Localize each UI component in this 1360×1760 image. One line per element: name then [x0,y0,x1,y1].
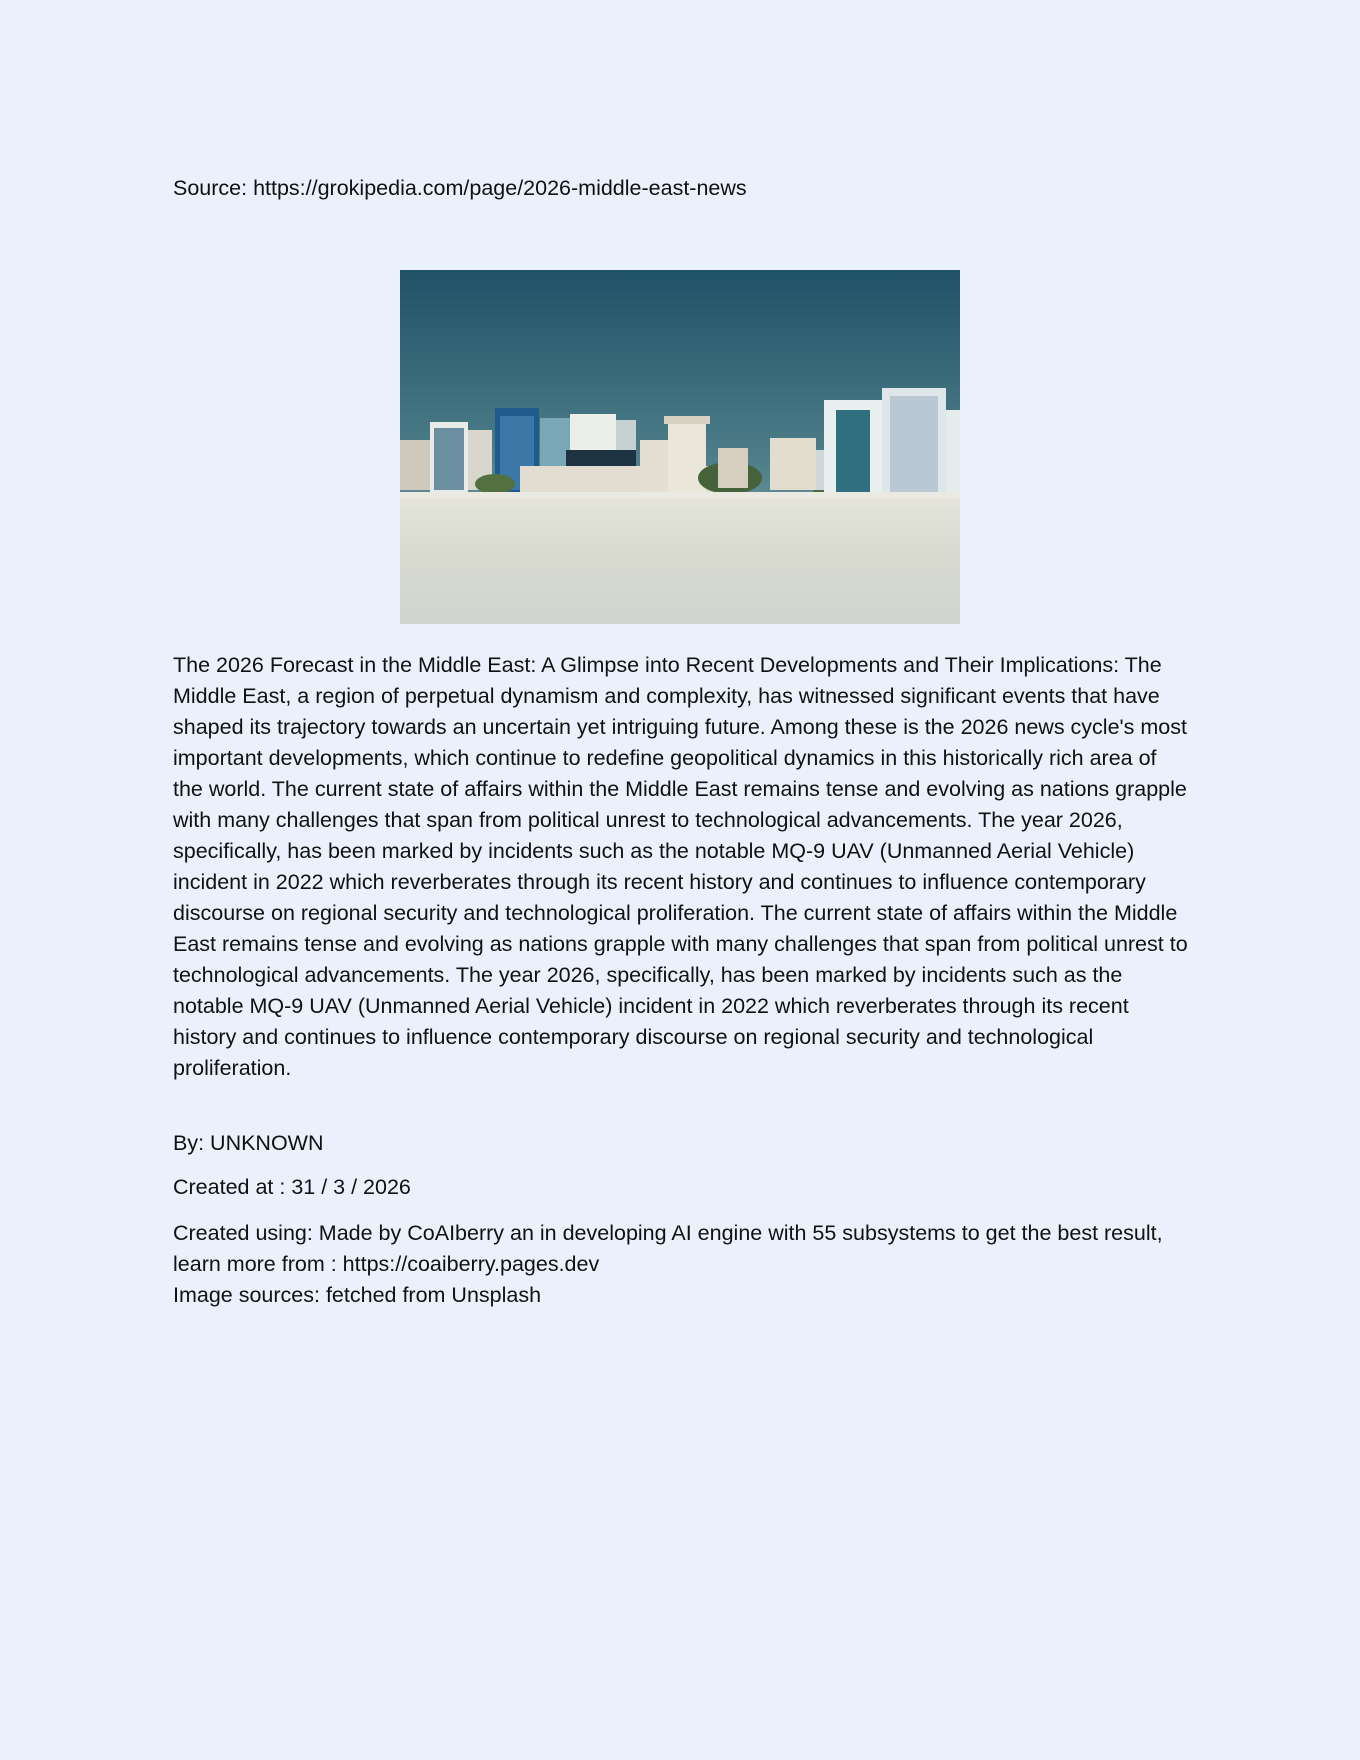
skyline-photo-icon [400,270,960,624]
hero-image [400,270,960,624]
article-body: The 2026 Forecast in the Middle East: A Glimpse into Recent Developments and Their Implications: The Middle East, a region of perpetual dynamism and complexity, has witnessed significant events that have shaped its trajectory towards an uncertain yet intriguing future. Among these is the 2026 news cycle's most important developments, which continue to redefine geopolitical dynamics in this historically rich area of the world. The current state of affairs within the Middle East remains tense and evolving as nations grapple with many challenges that span from political unrest to technological advancements. The year 2026, specifically, has been marked by incidents such as the notable MQ-9 UAV (Unmanned Aerial Vehicle) incident in 2022 which reverberates through its recent history and continues to influence contemporary discourse on regional security and technological proliferation. The current state of affairs within the Middle East remains tense and evolving as nations grapple with many challenges that span from political unrest to technological advancements. The year 2026, specifically, has been marked by incidents such as the notable MQ-9 UAV (Unmanned Aerial Vehicle) incident in 2022 which reverberates through its recent history and continues to influence contemporary discourse on regional security and technological proliferation. [173,653,1188,1080]
author-line: By: UNKNOWN [173,1131,324,1155]
created-using-block [173,1218,1188,1311]
created-at-line: Created at : 31 / 3 / 2026 [173,1175,411,1199]
image-sources-line: Image sources: fetched from Unsplash [173,1283,542,1307]
created-using-line: Created using: Made by CoAIberry an in developing AI engine with 55 subsystems to get the best result, learn more from : https://coaiberry.pages.dev [173,1221,1163,1276]
source-line: Source: https://grokipedia.com/page/2026-middle-east-news [173,176,747,200]
